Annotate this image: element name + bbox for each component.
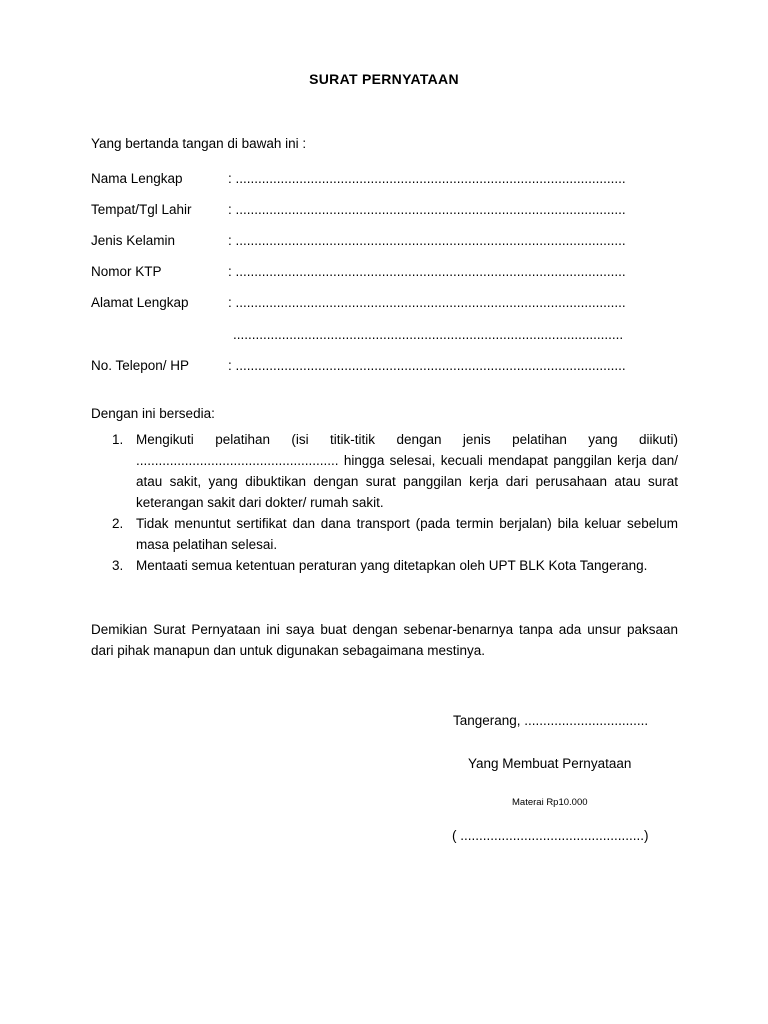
field-value: : ........................................................................................................	[228, 171, 626, 186]
list-item	[91, 513, 678, 555]
field-label: Jenis Kelamin	[91, 233, 176, 248]
field-label: Tempat/Tgl Lahir	[91, 202, 192, 217]
list-item-text: Mengikuti pelatihan (isi titik-titik dengan jenis pelatihan yang diikuti) ...................................................... hingga selesai, kecuali mendapat panggilan kerja dan/ atau sakit, yang dibuktikan dengan surat panggilan kerja dari perusahaan atau surat keterangan sakit dari dokter/ rumah sakit.	[136, 432, 678, 510]
list-item-number: 2.	[112, 516, 124, 531]
field-value: : ........................................................................................................	[228, 233, 626, 248]
field-jenis-kelamin	[91, 232, 626, 250]
field-value: : ........................................................................................................	[228, 264, 626, 279]
section-heading: Dengan ini bersedia:	[91, 406, 215, 421]
field-label: Nama Lengkap	[91, 171, 183, 186]
list-item-number: 3.	[112, 558, 124, 573]
list-item	[91, 555, 678, 576]
field-label: No. Telepon/ HP	[91, 358, 190, 373]
list-item-text: Mentaati semua ketentuan peraturan yang ditetapkan oleh UPT BLK Kota Tangerang.	[136, 558, 648, 573]
signature-name-line: ( .................................................)	[452, 828, 649, 843]
signature-place-date: Tangerang, .................................	[453, 713, 649, 728]
closing-paragraph: Demikian Surat Pernyataan ini saya buat dengan sebenar-benarnya tanpa ada unsur paksaan dari pihak manapun dan untuk digunakan sebagaimana mestinya.	[91, 622, 678, 658]
signature-title: Yang Membuat Pernyataan	[468, 756, 632, 771]
field-label: Nomor KTP	[91, 264, 162, 279]
commitment-list	[91, 429, 678, 576]
list-item-number: 1.	[112, 432, 124, 447]
field-value: : ........................................................................................................	[228, 358, 626, 373]
stamp-duty-label: Materai Rp10.000	[512, 797, 588, 808]
intro-text: Yang bertanda tangan di bawah ini :	[91, 136, 307, 151]
field-nomor-ktp	[91, 263, 626, 281]
field-tempat-tgl-lahir	[91, 201, 626, 219]
field-alamat-continuation: ........................................................................................................	[233, 327, 624, 342]
list-item-text: Tidak menuntut sertifikat dan dana transport (pada termin berjalan) bila keluar sebelum masa pelatihan selesai.	[136, 516, 678, 552]
field-label: Alamat Lengkap	[91, 295, 189, 310]
field-no-telepon	[91, 357, 626, 375]
list-item	[91, 429, 678, 513]
field-value: : ........................................................................................................	[228, 202, 626, 217]
field-nama-lengkap	[91, 170, 626, 188]
document-title: SURAT PERNYATAAN	[309, 71, 459, 87]
field-alamat-lengkap	[91, 294, 626, 312]
field-value: : ........................................................................................................	[228, 295, 626, 310]
